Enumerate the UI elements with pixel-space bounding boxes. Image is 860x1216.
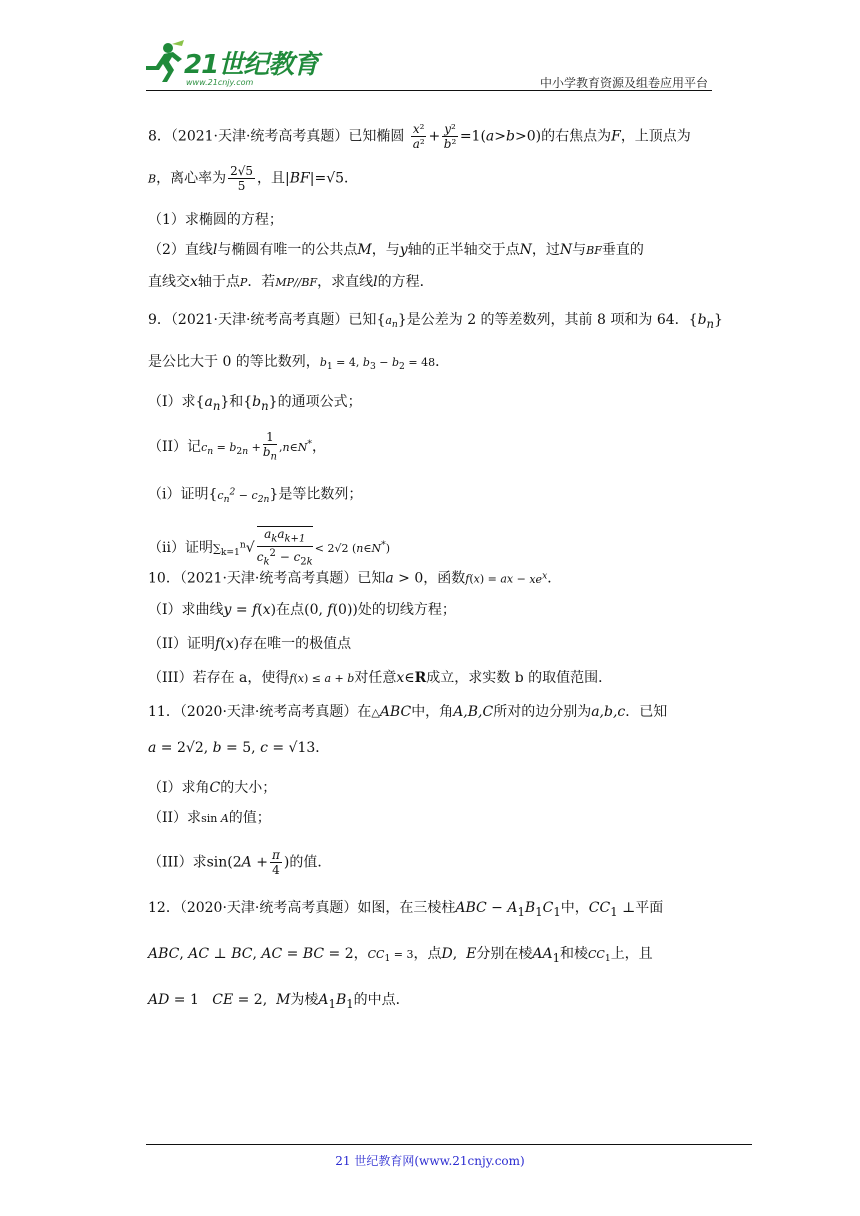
logo-url: www.21cnjy.com [186,78,254,87]
problem-9-line-2: 是公比大于 0 的等比数列，$b_1 = 4$, $b_3 - b_2 = 48$． [148,354,450,373]
problem-12-line-1: 12．（2020·天津·统考高考真题）如图，在三棱柱ABC − $A_1B_1C_1$中，$CC_1$ ⊥平面 [148,900,664,919]
problem-11-line-2: a = 2√2, b = 5, c = √13． [148,740,330,756]
footer-divider [146,1144,752,1145]
problem-8-question-2: （2）直线l与椭圆有唯一的公共点M，与y轴的正半轴交于点N，过N与BF垂直的 [148,242,644,258]
problem-11-question-2: （II）求sin A的值； [148,810,271,826]
platform-title: 中小学教育资源及组卷应用平台 [539,76,708,90]
problem-10-line-1: 10．（2021·天津·统考高考真题）已知a > 0，函数f(x) = ax − $xe^x$． [148,570,562,587]
problem-11-question-3: （III）求sin(2A + $\frac{\pi}{4}$ )的值． [148,848,332,877]
problem-9-question-4: （ii）证明$\sum_{k=1}^n√$ $\frac{a_ka_{k+1}}{c_k^2 - c_{2k}}$ < 2√2 (n∈N*) [148,527,390,568]
problem-8-question-2-cont: 直线交x轴于点P．若MP//BF，求直线l的方程． [148,274,434,290]
page-header [0,0,860,100]
running-person-icon [142,40,186,84]
problem-8-line-1: 8．（2021·天津·统考高考真题）已知椭圆 $\frac{\text{x²}}{\text{a²}}$ + $\frac{\text{y²}}{\text{b²}}$ =1(a>b>0)的右焦点为F，上顶点为 [148,122,691,151]
problem-12-line-3: AD = 1 CE = 2, M为棱$A_1B_1$的中点． [148,992,410,1011]
problem-9-line-1: 9．（2021·天津·统考高考真题）已知$\{a_n\}$是公差为 2 的等差数列，其前 8 项和为 64．$\{b_n\}$ [148,312,723,331]
problem-9-question-2: （II）记$c_n = b_{2n}$ + $\frac{1}{b_n}$ ,n∈N*， [148,430,326,463]
logo-text: 21世纪教育 [184,50,319,80]
problem-8-line-2: B，离心率为 $\frac{2√5}{5}$ ，且|BF|=√5． [148,164,359,193]
page-footer[interactable]: 21 世纪教育网(www.21cnjy.com) [335,1154,525,1168]
problem-8-question-1: （1）求椭圆的方程； [148,212,283,228]
problem-9-question-1: （I）求$\{a_n\}$和$\{b_n\}$的通项公式； [148,394,362,413]
problem-12-line-2: ABC, AC ⊥ BC, AC = BC = 2，$CC_1 = 3$，点D, E分别在棱$AA_1$和棱$CC_1$上，且 [148,946,653,965]
problem-10-question-3: （III）若存在 a，使得f(x) ≤ a + b对任意x∈R成立，求实数 b 的取值范围． [148,670,613,686]
problem-11-question-1: （I）求角C的大小； [148,780,277,796]
problem-10-question-1: （I）求曲线y = f(x)在点(0, f(0))处的切线方程； [148,602,456,618]
problem-11-line-1: 11．（2020·天津·统考高考真题）在△ABC中，角A,B,C所对的边分别为a,b,c．已知 [148,704,668,720]
header-divider [146,90,712,91]
site-logo [142,40,322,96]
problem-10-question-2: （II）证明f(x)存在唯一的极值点 [148,636,352,652]
problem-9-question-3: （i）证明$\{c_n^2 - c_{2n}\}$是等比数列； [148,486,363,505]
